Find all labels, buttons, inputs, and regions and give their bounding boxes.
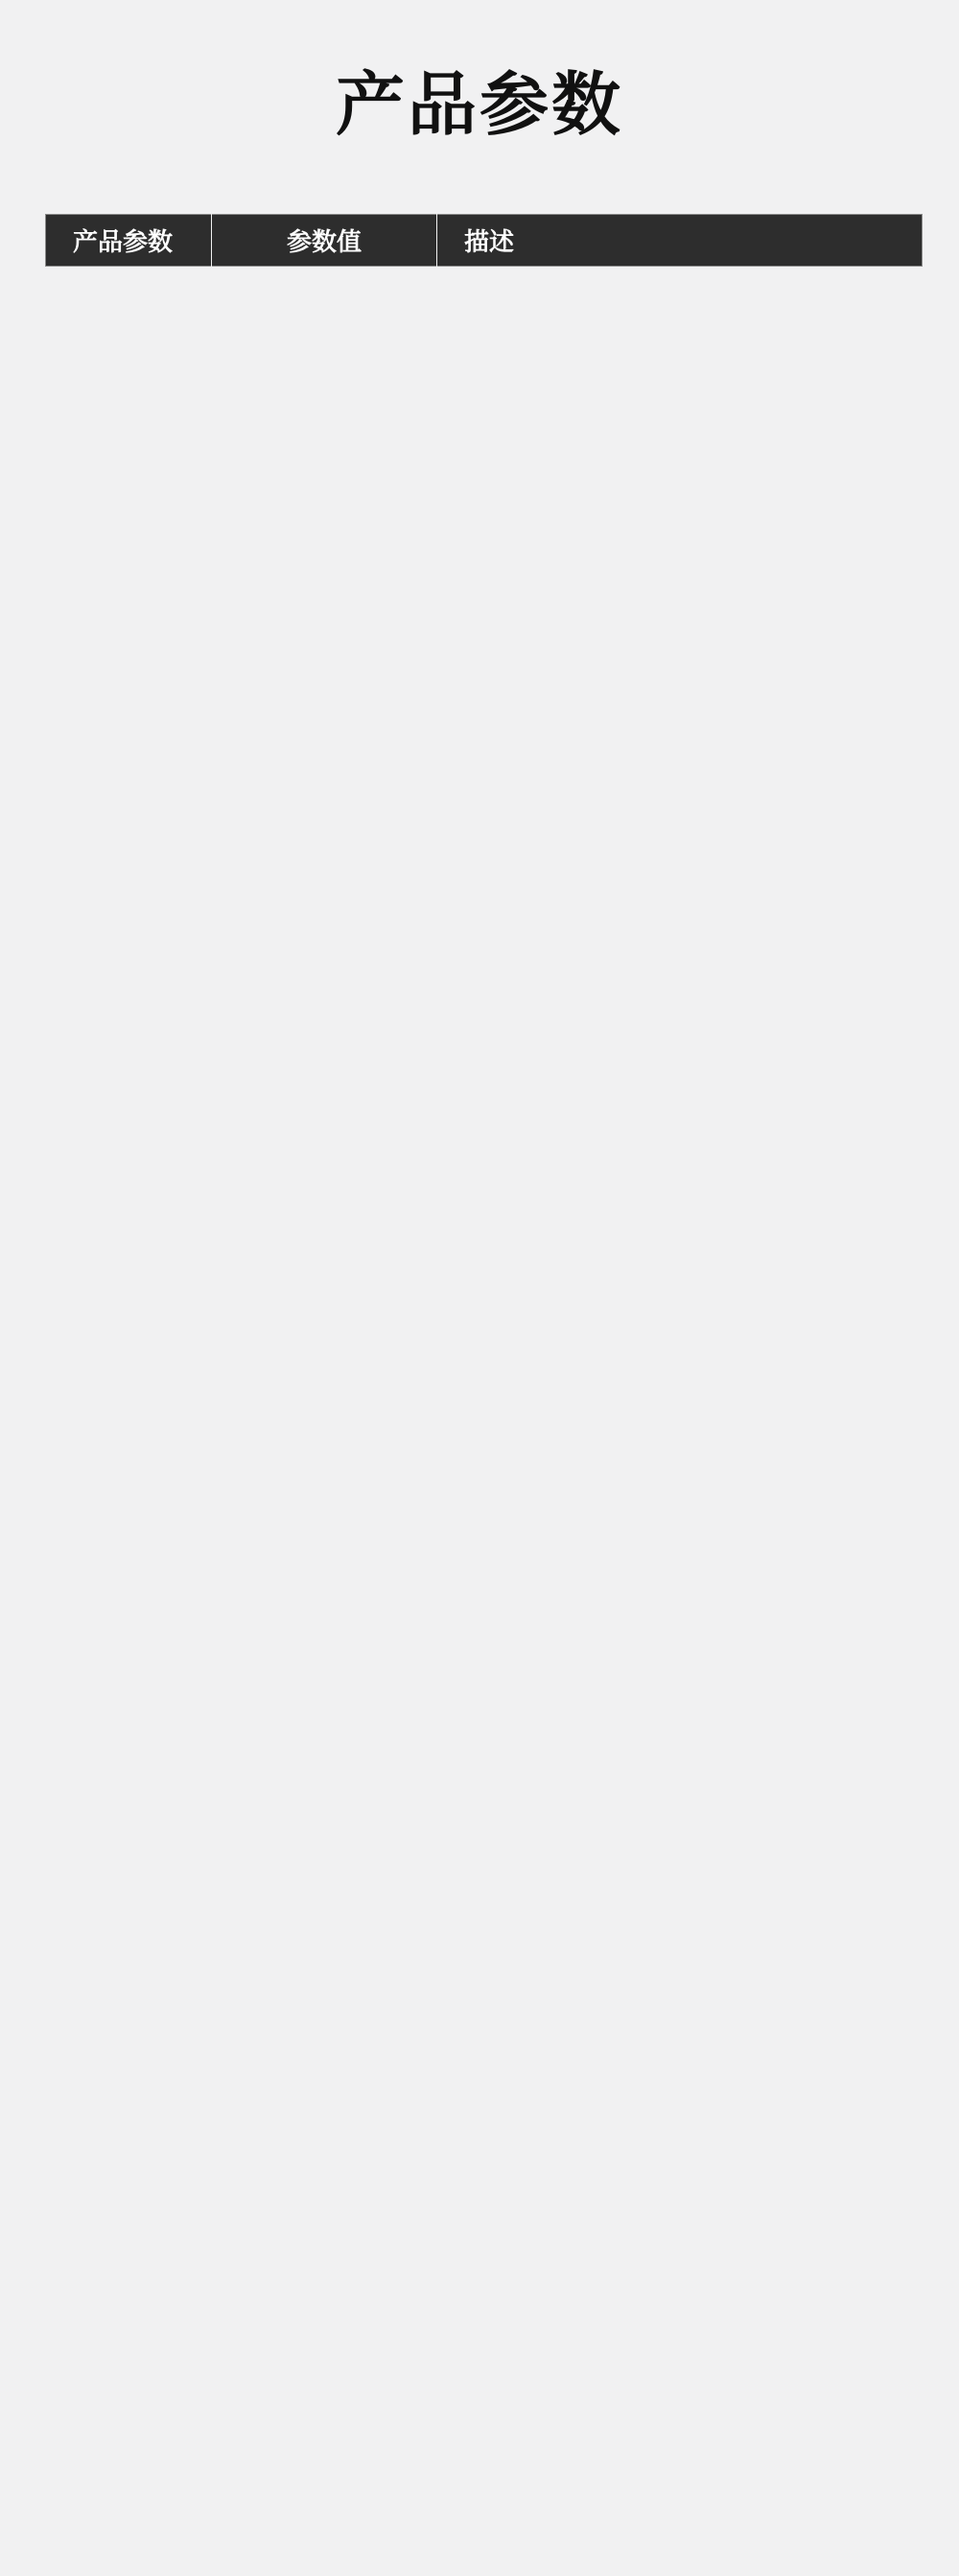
- header-cell-product-params: 产品参数: [46, 215, 212, 267]
- header-cell-description: 描述: [437, 215, 923, 267]
- page-title: 产品参数: [335, 67, 623, 144]
- header-row: [46, 215, 923, 267]
- spec-table-header: [46, 215, 923, 267]
- header-cell-param-value: 参数值: [212, 215, 437, 267]
- spec-table: [45, 214, 923, 267]
